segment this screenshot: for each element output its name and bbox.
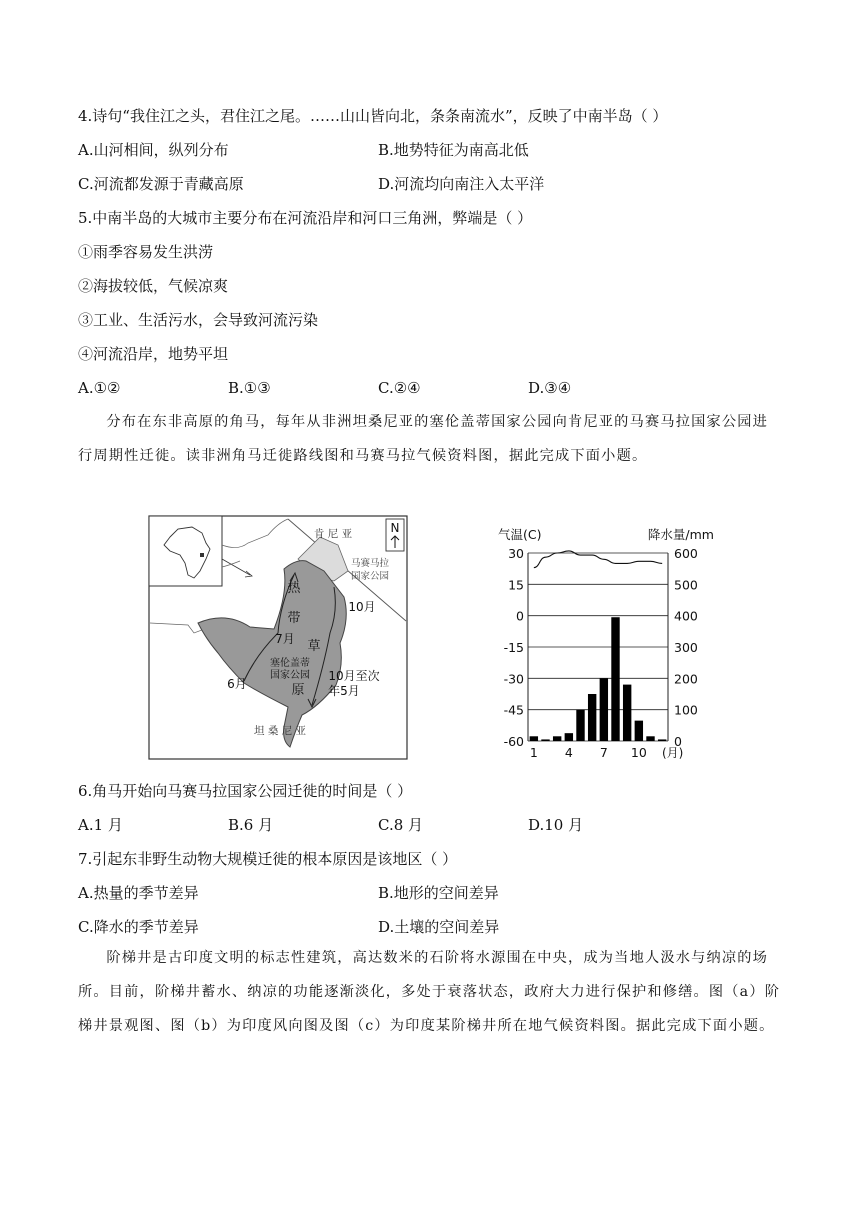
q7-option-a: A.热量的季节差异 [78, 884, 199, 902]
q5-option-b: B.①③ [228, 379, 271, 397]
q6-option-b: B.6 月 [228, 816, 274, 834]
q5-stem: 5.中南半岛的大城市主要分布在河流沿岸和河口三角洲，弊端是（ ） [78, 209, 533, 227]
q6-stem: 6.角马开始向马赛马拉国家公园迁徙的时间是（ ） [78, 782, 413, 800]
q7-stem: 7.引起东非野生动物大规模迁徙的根本原因是该地区（ ） [78, 850, 458, 868]
q5-statement-2: ②海拔较低，气候凉爽 [78, 277, 229, 295]
q5-statement-1: ①雨季容易发生洪涝 [78, 243, 214, 261]
label-serengeti-1: 塞伦盖蒂 [270, 658, 310, 669]
temperature-line [534, 551, 662, 568]
label-masai-mara-1: 马赛马拉 [350, 558, 390, 569]
wildebeest-migration-map [148, 515, 408, 760]
label-savanna-2: 带 [287, 611, 301, 626]
y-right-tick-label: 400 [674, 608, 698, 624]
label-kenya: 肯 尼 亚 [313, 528, 353, 540]
q5-statement-3: ③工业、生活污水，会导致河流污染 [78, 311, 319, 329]
precipitation-bar [611, 617, 619, 741]
label-june: 6月 [227, 677, 247, 691]
precipitation-bar [658, 739, 666, 741]
label-masai-mara-2: 国家公园 [350, 571, 390, 582]
y-left-tick-label: -60 [503, 734, 524, 749]
label-savanna-4: 原 [291, 683, 305, 698]
precipitation-bar [541, 739, 549, 741]
q4-option-d: D.河流均向南注入太平洋 [378, 175, 545, 193]
y-right-tick-label: 100 [674, 702, 698, 718]
precipitation-bar [600, 678, 608, 741]
label-oct-may-1: 10月至次 [328, 669, 380, 683]
label-savanna-1: 热 [287, 581, 301, 596]
x-tick-label: 7 [599, 745, 608, 760]
q5-option-d: D.③④ [528, 379, 572, 397]
q7-option-d: D.土壤的空间差异 [378, 918, 500, 936]
precipitation-bar [635, 721, 643, 741]
q4-option-b: B.地势特征为南高北低 [378, 141, 529, 159]
label-serengeti-2: 国家公园 [270, 670, 310, 681]
q7-option-b: B.地形的空间差异 [378, 884, 499, 902]
y-left-tick-label: 30 [508, 546, 524, 561]
y-left-tick-label: 15 [508, 577, 524, 593]
month-unit-label: (月) [662, 746, 684, 760]
temp-axis-label: 气温(C) [498, 527, 542, 542]
label-october: 10月 [348, 600, 376, 614]
precipitation-bar [646, 736, 654, 741]
q6-option-d: D.10 月 [528, 816, 584, 834]
y-right-tick-label: 600 [674, 546, 698, 561]
x-tick-label: 4 [564, 745, 573, 760]
intro-paragraph-stepwell: 阶梯井是古印度文明的标志性建筑，高达数米的石阶将水源围在中央，成为当地人汲水与纳凉的场所。目前，阶梯井蓄水、纳凉的功能逐渐淡化，多处于衰落状态，政府大力进行保护和修缮。图（a）阶梯井景观图、图（b）为印度风向图及图（c）为印度某阶梯井所在地气候资料图。据此完成下面小题。 [78, 950, 781, 1034]
q6-option-c: C.8 月 [378, 816, 424, 834]
north-label: N [390, 521, 400, 535]
q4-stem: 4.诗句“我住江之头，君住江之尾。……山山皆向北，条条南流水”，反映了中南半岛（ ） [78, 107, 668, 125]
x-tick-label: 1 [529, 745, 538, 760]
y-right-tick-label: 200 [674, 671, 698, 687]
y-right-tick-label: 0 [674, 734, 682, 749]
q5-option-c: C.②④ [378, 379, 421, 397]
label-july: 7月 [275, 632, 295, 646]
y-right-tick-label: 500 [674, 577, 698, 593]
y-left-tick-label: 0 [516, 608, 524, 624]
y-left-tick-label: -15 [503, 640, 524, 655]
precipitation-bar [553, 736, 561, 741]
q5-option-a: A.①② [78, 379, 121, 397]
precipitation-bar [565, 733, 573, 741]
y-left-tick-label: -45 [503, 702, 524, 718]
precipitation-bar [576, 710, 584, 741]
q7-option-c: C.降水的季节差异 [78, 918, 199, 936]
q4-option-a: A.山河相间，纵列分布 [78, 141, 229, 159]
precipitation-bar [530, 736, 538, 741]
x-tick-label: 10 [630, 745, 647, 760]
q6-option-a: A.1 月 [78, 816, 123, 834]
masai-mara-climate-chart [488, 515, 728, 763]
intro-paragraph-wildebeest: 分布在东非高原的角马，每年从非洲坦桑尼亚的塞伦盖蒂国家公园向肯尼亚的马赛马拉国家公园进行周期性迁徙。读非洲角马迁徙路线图和马赛马拉气候资料图，据此完成下面小题。 [78, 414, 769, 464]
precipitation-bar [588, 694, 596, 741]
label-oct-may-2: 年5月 [328, 684, 360, 698]
label-tanzania: 坦 桑 尼 亚 [253, 725, 307, 737]
precipitation-bar [623, 685, 631, 741]
y-right-tick-label: 300 [674, 640, 698, 655]
q5-statement-4: ④河流沿岸，地势平坦 [78, 345, 229, 363]
precip-axis-label: 降水量/mm [647, 527, 714, 542]
q4-option-c: C.河流都发源于青藏高原 [78, 175, 244, 193]
y-left-tick-label: -30 [503, 671, 524, 687]
label-savanna-3: 草 [307, 639, 321, 654]
